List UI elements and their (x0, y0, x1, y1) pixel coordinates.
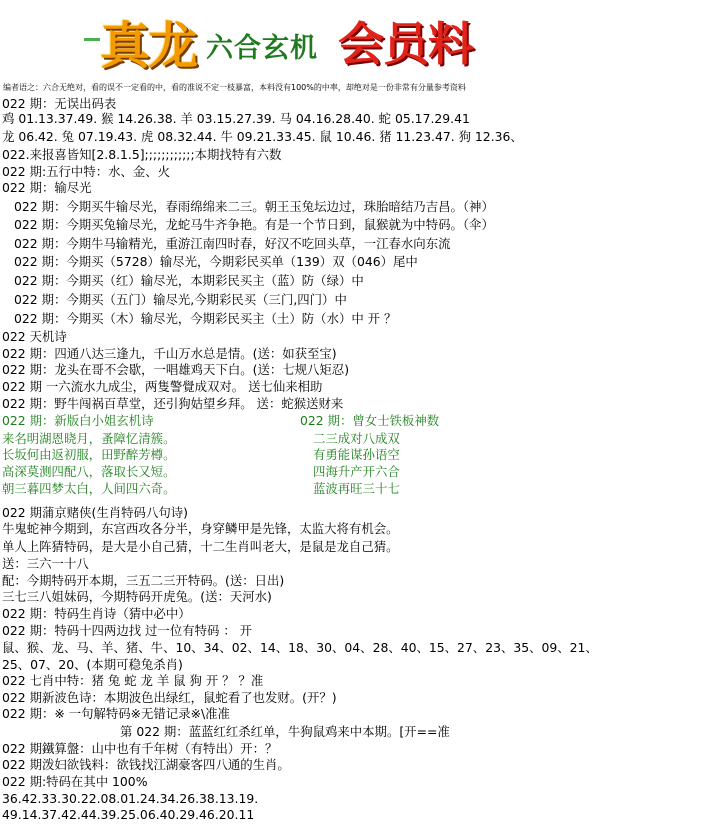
text-line: 022 期：今期买牛输尽光，春雨绵绵来二三。朝王玉兔坛边过，珠胎暗结乃吉昌。（神） (14, 199, 494, 214)
text-line: 第 022 期：蓝蓝红红杀红单，牛狗鼠鸡来中本期。[开==准 (120, 724, 450, 739)
text-line: 鼠、猴、龙、马、羊、猪、牛、10、34、02、14、18、30、04、28、40、15、27、23、35、09、21、 (2, 640, 598, 655)
text-line: 022 期：曾女士铁板神数 (300, 413, 440, 428)
text-line: 022 期：今期买兔输尽光，龙蛇马牛齐争艳。有是一个节日到，鼠猴就为中特码。（伞） (14, 217, 494, 232)
text-line: 25、07、20、(本期可稳兔杀肖) (2, 657, 183, 672)
text-line: 三七三八姐妹码，今期特码开虎兔。(送：天河水) (2, 589, 272, 604)
text-line: 022 期：四通八达三逢九，千山万水总是情。(送：如获至宝) (2, 346, 337, 361)
banner-title-zhenlong: 真龙 (100, 16, 196, 75)
text-line: 022 期：输尽光 (2, 180, 92, 195)
banner-title-liuhexuanji: 六合玄机 (206, 33, 318, 64)
text-line: 022 期：龙头在哥不会歇，一唱雄鸡天下白。(送：七规八矩忍) (2, 362, 350, 377)
text-line: 朝三暮四梦太白，人间四六奇。 (2, 481, 176, 496)
text-line: 022 期：今期买（红）输尽光，本期彩民买主（蓝）防（绿）中 (14, 273, 364, 288)
text-line: 022 期新波色诗：本期波色出绿红，鼠蛇看了也发财。(开？) (2, 690, 337, 705)
text-line: 四海升产开六合 (313, 464, 400, 479)
text-line: 36.42.33.30.22.08.01.24.34.26.38.13.19. (2, 791, 259, 806)
text-line: 配：今期特码开本期，三五二三开特码。(送：日出) (2, 573, 285, 588)
text-line: 022 七肖中特：猪 兔 蛇 龙 羊 鼠 狗 开 ？ ？准 (2, 673, 264, 688)
banner-title-huiyuanliao: 会员料 (338, 17, 473, 71)
text-line: 022 期：今期牛马输精光，重游江南四时春，好汉不吃回头草，一江春水向东流 (14, 236, 451, 251)
text-line: 高深莫测四配八，落取长又短。 (2, 464, 176, 479)
banner-dash (84, 38, 100, 41)
header-banner (0, 0, 720, 75)
text-line: 022 期：特码十四两边找 过一位有特码 ： 开 (2, 623, 253, 638)
disclaimer-text: 编者语之：六合无绝对，看的误不一定看的中，看的准说不定一枝暴富，本料没有100%的中率，却绝对是一份非常有分量参考资料 (3, 83, 466, 92)
text-line: 来名明湖恩晓月，蚤障忆清簇。 (2, 431, 176, 446)
text-line: 022 期：今期买（5728）输尽光，今期彩民买单（139）双（046）尾中 (14, 254, 418, 269)
text-line: 022 期 一六流水九成尘，两隻警覺成双对。 送七仙来相助 (2, 379, 323, 394)
text-line: 022 期鐵算盤：山中也有千年树（有特出）开：？ (2, 741, 278, 756)
text-line: 长坂何由返初服，田野醉芳樽。 (2, 447, 176, 462)
text-line: 022 期：新版白小姐玄机诗 (2, 413, 154, 428)
text-line: 022 期：特码生肖诗（猜中必中） (2, 606, 191, 621)
text-line: 022 期:特码在其中 100% (2, 774, 148, 789)
text-line: 龙 06.42. 兔 07.19.43. 虎 08.32.44. 牛 09.21.33.45. 鼠 10.46. 猪 11.23.47. 狗 12.36、 (2, 129, 523, 144)
text-line: 022 期蒲京赌侠(生肖特码八句诗) (2, 505, 188, 520)
text-line: 022 期：今期买（五门）输尽光,今期彩民买（三门,四门）中 (14, 292, 347, 307)
text-line: 49.14.37.42.44.39.25.06.40.29.46.20.11 (2, 807, 255, 822)
text-line: 送：三六一十八 (2, 556, 89, 571)
text-line: 022 期：野牛闯祸百草堂，还引狗姑望乡拜。 送：蛇猴送财来 (2, 396, 344, 411)
text-line: 单人上阵猜特码，是大是小自己猜，十二生肖叫老大，是鼠是龙自己猜。 (2, 539, 399, 554)
text-line: 牛鬼蛇神今期到，东宫西攻各分半，身穿鳞甲是先锋，太监大将有机会。 (2, 521, 399, 536)
text-line: 022 期：※ 一句解特码※无错记录※\准准 (2, 706, 230, 721)
text-line: 有勇能谋孙语空 (313, 447, 400, 462)
text-line: 022 期:五行中特：水、金、火 (2, 164, 171, 179)
text-line: 二三成对八成双 (313, 431, 400, 446)
text-line: 022 期：今期买（木）输尽光，今期彩民买主（土）防（水）中 开 ？ (14, 311, 397, 326)
text-line: 022 期：无误出码表 (2, 96, 117, 111)
text-line: 022.来报喜皆知[2.8.1.5];;;;;;;;;;;;本期找特有六数 (2, 147, 282, 162)
text-line: 022 期泼妇欲钱料：欲钱找江湖豪客四八通的生肖。 (2, 757, 290, 772)
text-line: 蓝波再旺三十七 (313, 481, 400, 496)
text-line: 022 天机诗 (2, 329, 67, 344)
text-line: 鸡 01.13.37.49. 猴 14.26.38. 羊 03.15.27.39. 马 04.16.28.40. 蛇 05.17.29.41 (2, 111, 470, 126)
